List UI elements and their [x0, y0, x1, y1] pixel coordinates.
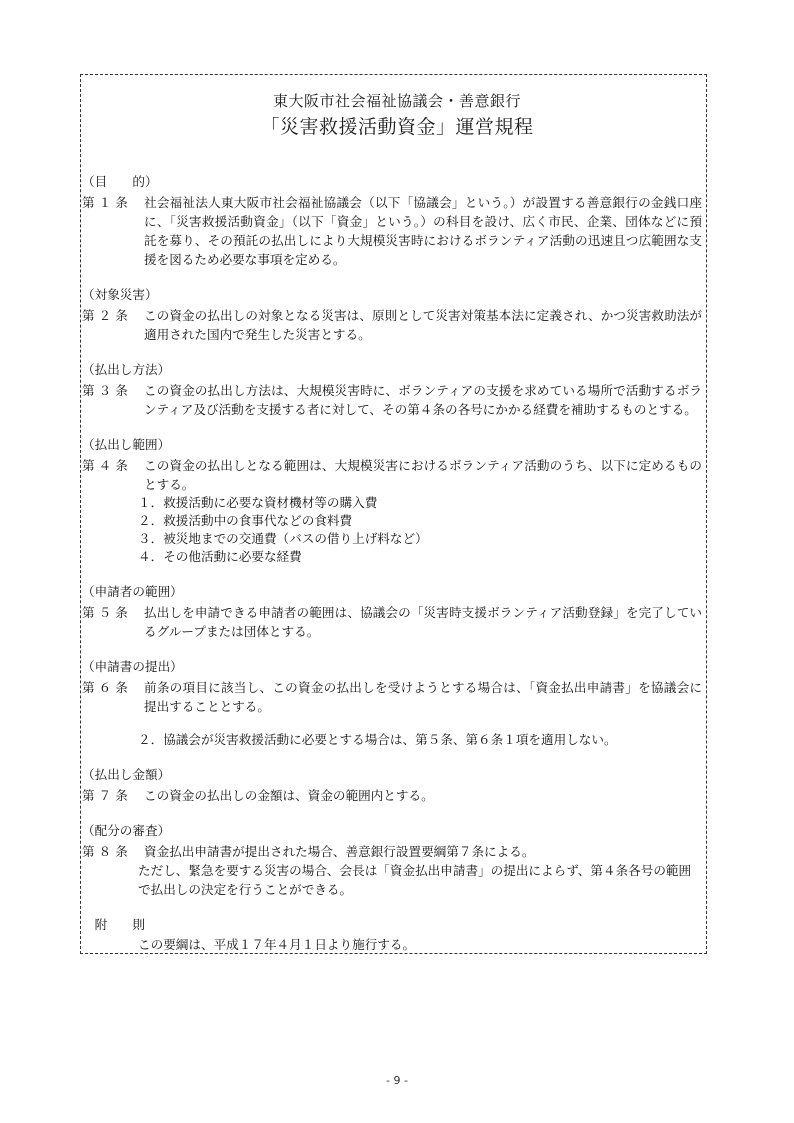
section-heading-application-submission: （申請書の提出） [82, 659, 183, 674]
section-heading-payout-method: （払出し方法） [82, 362, 171, 377]
article-4-text: この資金の払出しとなる範囲は、大規模災害におけるボランティア活動のうち、以下に定めるものとする。 [144, 458, 702, 492]
article-6-text: 前条の項目に該当し、この資金の払出しを受けようとする場合は、「資金払出申請書」を協議会に提出することとする。 [144, 680, 702, 714]
list-item: ４．その他活動に必要な経費 [138, 549, 302, 564]
list-item: １．救援活動に必要な資材機材等の購入費 [138, 495, 378, 510]
article-5 [82, 603, 702, 641]
section-heading-supplementary: 附 則 [82, 917, 145, 932]
article-6-paragraph-2: ２．協議会が災害救援活動に必要とする場合は、第５条、第６条１項を適用しない。 [138, 732, 617, 747]
article-6-label: 第 ６ 条 [82, 680, 128, 695]
article-2-label: 第 ２ 条 [82, 308, 128, 323]
article-4 [82, 456, 702, 494]
article-8-text: 資金払出申請書が提出された場合、善意銀行設置要綱第７条による。 [144, 844, 535, 859]
article-2-text: この資金の払出しの対象となる災害は、原則として災害対策基本法に定義され、かつ災害救助法が適用された国内で発生した災害とする。 [144, 308, 702, 342]
list-item: ２．救援活動中の食事代などの食料費 [138, 513, 353, 528]
article-8-label: 第 ８ 条 [82, 844, 128, 859]
section-heading-allocation-review: （配分の審査） [82, 823, 171, 838]
article-2 [82, 306, 702, 344]
article-3-label: 第 ３ 条 [82, 383, 128, 398]
section-heading-payout-scope: （払出し範囲） [82, 437, 171, 452]
article-1-text: 社会福祉法人東大阪市社会福祉協議会（以下「協議会」という。）が設置する善意銀行の金銭口座に、「災害救援活動資金」（以下「資金」という。）の科目を設け、広く市民、企業、団体などに預託を募り、その預託の払出しにより大規模災害時におけるボランティア活動の迅速且つ広範囲な支援を図るため必要な事項を定める。 [144, 195, 702, 267]
article-8 [82, 842, 702, 861]
article-5-label: 第 ５ 条 [82, 605, 128, 620]
section-heading-payout-amount: （払出し金額） [82, 767, 171, 782]
article-3-text: この資金の払出し方法は、大規模災害時に、ボランティアの支援を求めている場所で活動するボランティア及び活動を支援する者に対して、その第４条の各号にかかる経費を補助するものとする。 [144, 383, 702, 417]
article-6 [82, 678, 702, 716]
document-organization-title: 東大阪市社会福祉協議会・善意銀行 [272, 92, 521, 110]
article-1 [82, 193, 702, 269]
list-item: ３．被災地までの交通費（バスの借り上げ料など） [138, 531, 428, 546]
article-8-proviso: ただし、緊急を要する災害の場合、会長は「資金払出申請書」の提出によらず、第４条各号の範囲で払出しの決定を行うことができる。 [138, 863, 692, 897]
article-4-label: 第 ４ 条 [82, 458, 128, 473]
article-5-text: 払出しを申請できる申請者の範囲は、協議会の「災害時支援ボランティア活動登録」を完了しているグループまたは団体とする。 [144, 605, 702, 639]
section-heading-purpose: （目 的） [82, 174, 158, 189]
section-heading-applicant-scope: （申請者の範囲） [82, 584, 183, 599]
article-7-label: 第 ７ 条 [82, 788, 128, 803]
page-number: - 9 - [386, 1074, 408, 1087]
document-main-title: 「災害救援活動資金」運営規程 [260, 116, 534, 138]
document-body [82, 172, 702, 954]
article-7-text: この資金の払出しの金額は、資金の範囲内とする。 [144, 788, 434, 803]
article-1-label: 第 １ 条 [82, 195, 128, 210]
supplementary-text: この要綱は、平成１７年４月１日より施行する。 [138, 937, 416, 952]
article-3 [82, 381, 702, 419]
article-7 [82, 786, 702, 805]
article-4-item-list [82, 494, 702, 566]
section-heading-target-disaster: （対象災害） [82, 287, 158, 302]
